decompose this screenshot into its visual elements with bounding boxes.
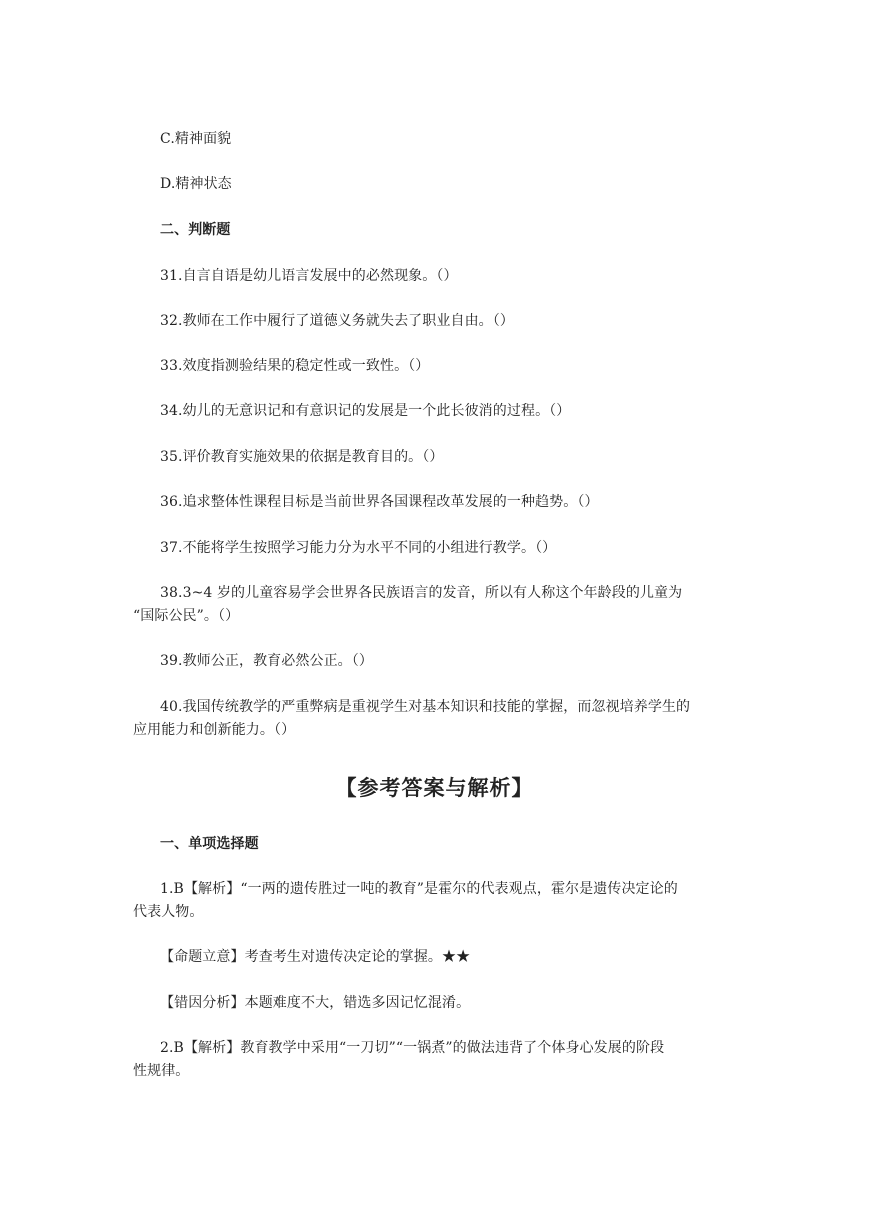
question-38-line-2: “国际公民”。（） xyxy=(133,608,240,624)
question-32: 32.教师在工作中履行了道德义务就失去了职业自由。（） xyxy=(160,313,514,329)
answers-title: 【参考答案与解析】 xyxy=(335,776,534,800)
answer-1-intent: 【命题立意】考查考生对遗传决定论的掌握。★★ xyxy=(160,949,471,965)
judgment-section-title: 二、判断题 xyxy=(160,222,231,238)
option-d: D.精神状态 xyxy=(160,176,232,192)
answer-2-line-2: 性规律。 xyxy=(133,1063,190,1079)
question-39: 39.教师公正，教育必然公正。（） xyxy=(160,653,373,669)
answer-1-line-1: 1.B【解析】“一两的遗传胜过一吨的教育”是霍尔的代表观点，霍尔是遗传决定论的 xyxy=(160,881,678,897)
question-38-line-1: 38.3~4 岁的儿童容易学会世界各民族语言的发音，所以有人称这个年龄段的儿童为 xyxy=(160,585,683,601)
answer-2-line-1: 2.B【解析】教育教学中采用“一刀切”“一锅煮”的做法违背了个体身心发展的阶段 xyxy=(160,1040,665,1056)
single-choice-title: 一、单项选择题 xyxy=(160,836,259,852)
question-36: 36.追求整体性课程目标是当前世界各国课程改革发展的一种趋势。（） xyxy=(160,494,599,510)
question-33: 33.效度指测验结果的稳定性或一致性。（） xyxy=(160,358,430,374)
question-31: 31.自言自语是幼儿语言发展中的必然现象。（） xyxy=(160,268,458,284)
question-40-line-2: 应用能力和创新能力。（） xyxy=(133,722,296,738)
answer-1-line-2: 代表人物。 xyxy=(133,904,204,920)
question-37: 37.不能将学生按照学习能力分为水平不同的小组进行教学。（） xyxy=(160,540,557,556)
answer-1-error-analysis: 【错因分析】本题难度不大，错选多因记忆混淆。 xyxy=(160,995,471,1011)
question-40-line-1: 40.我国传统教学的严重弊病是重视学生对基本知识和技能的掌握，而忽视培养学生的 xyxy=(160,699,691,715)
question-34: 34.幼儿的无意识记和有意识记的发展是一个此长彼消的过程。（） xyxy=(160,403,571,419)
option-c: C.精神面貌 xyxy=(160,131,232,147)
question-35: 35.评价教育实施效果的依据是教育目的。（） xyxy=(160,449,444,465)
